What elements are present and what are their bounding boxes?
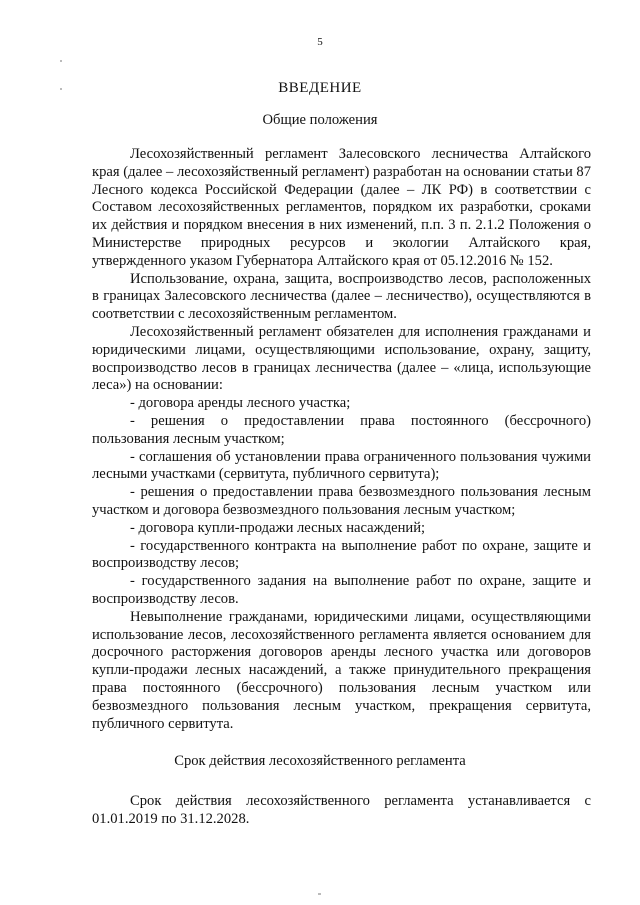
list-item: - государственного задания на выполнение работ по охране, защите и воспроизводству лесов.	[92, 573, 591, 607]
page-number: 5	[317, 36, 323, 48]
list-item: - государственного контракта на выполнение работ по охране, защите и воспроизводству лесов;	[92, 537, 591, 572]
paragraph-obligation: Лесохозяйственный регламент обязателен для исполнения гражданами и юридическими лицами, осуществляющими использование, охрану, защиту, воспроизводство лесов в границах лесничества (далее – «лица, использующие леса») на основании:	[92, 323, 591, 394]
scan-speck	[60, 88, 62, 90]
paragraph-violation: Невыполнение гражданами, юридическими лицами, осуществляющими использование лесов, лесохозяйственного регламента является основанием для досрочного расторжения договоров аренды лесного участка или договоров купли-продажи лесных насаждений, а также принудительного прекращения права постоянного (бессрочного) пользования лесным участком или безвозмездного пользования лесным участком, прекращения сервитута, публичного сервитута.	[92, 608, 591, 732]
list-item: - договора аренды лесного участка;	[130, 395, 351, 412]
list-item: - договора купли-продажи лесных насаждений;	[130, 519, 426, 536]
section-subtitle: Общие положения	[262, 112, 378, 128]
section-heading: Срок действия лесохозяйственного регламента	[174, 753, 466, 769]
paragraph-usage: Использование, охрана, защита, воспроизводство лесов, расположенных в границах Залесовского лесничества (далее – лесничество), осуществляются в соответствии с лесохозяйственным регламентом.	[92, 270, 591, 323]
scan-speck	[60, 60, 62, 62]
list-item: - решения о предоставлении права безвозмездного пользования лесным участком и договора безвозмездного пользования лесным участком;	[92, 484, 591, 518]
page-title: ВВЕДЕНИЕ	[278, 80, 362, 96]
list-item: - решения о предоставлении права постоянного (бессрочного) пользования лесным участком;	[92, 412, 591, 447]
scan-speck	[318, 893, 321, 895]
section2-body	[92, 793, 591, 829]
paragraph-intro: Лесохозяйственный регламент Залесовского лесничества Алтайского края (далее – лесохозяйственный регламент) разработан на основании статьи 87 Лесного кодекса Российской Федерации (далее – ЛК РФ) в соответствии с Составом лесохозяйственных регламентов, порядком их разработки, сроками их действия и порядком внесения в них изменений, п.п. 3 п. 2.1.2 Положения о Министерстве природных ресурсов и экологии Алтайского края, утвержденного указом Губернатора Алтайского края от 05.12.2016 № 152.	[92, 146, 592, 269]
section1-body	[92, 146, 591, 733]
list-item: - соглашения об установлении права ограниченного пользования чужими лесными участками (сервитута, публичного сервитута);	[92, 448, 591, 483]
paragraph-validity: Срок действия лесохозяйственного регламента устанавливается с 01.01.2019 по 31.12.2028.	[92, 793, 591, 827]
